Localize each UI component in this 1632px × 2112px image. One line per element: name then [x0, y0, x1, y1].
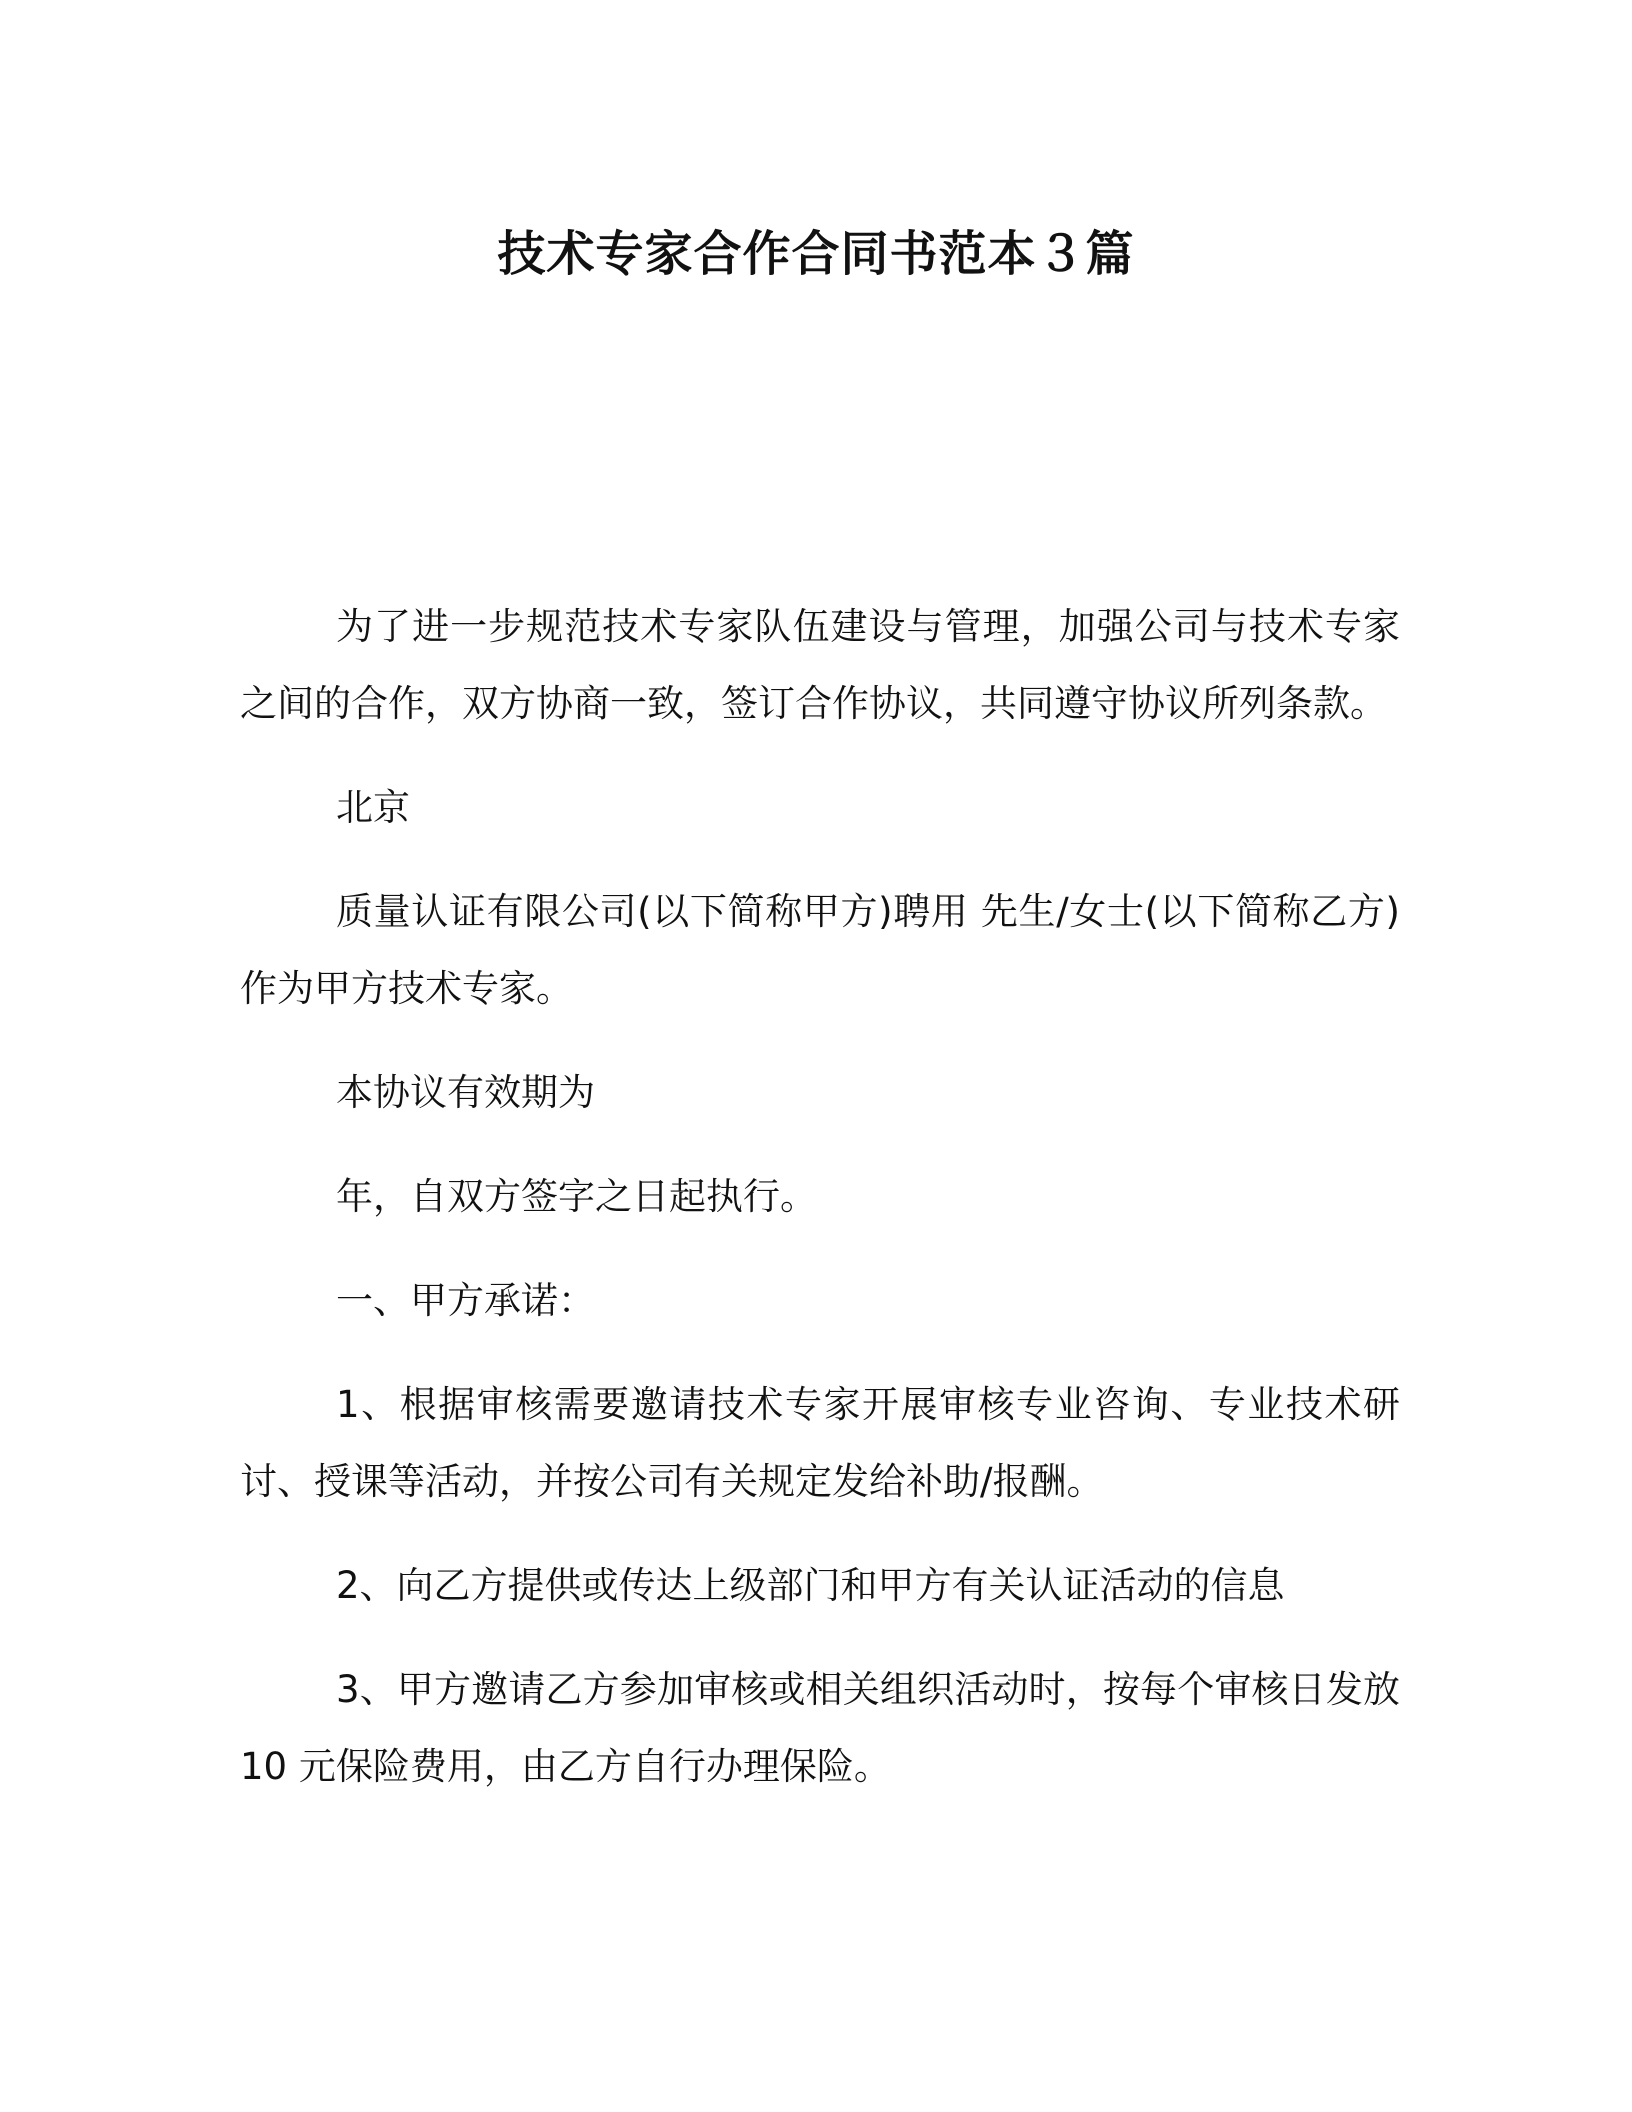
paragraph-city: 北京 — [336, 786, 410, 829]
document-title: 技术专家合作合同书范本３篇 — [497, 226, 1135, 282]
paragraph-validity: 本协议有效期为 — [336, 1071, 595, 1114]
document-body — [240, 588, 1400, 1832]
section-heading-party-a-commitments: 一、甲方承诺： — [336, 1279, 595, 1322]
paragraph-intro: 为了进一步规范技术专家队伍建设与管理，加强公司与技术专家之间的合作，双方协商一致，签订合作协议，共同遵守协议所列条款。 — [240, 605, 1400, 725]
paragraph-parties: 质量认证有限公司(以下简称甲方)聘用 先生/女士(以下简称乙方)作为甲方技术专家。 — [240, 890, 1400, 1010]
paragraph-effective-date: 年，自双方签字之日起执行。 — [336, 1175, 817, 1218]
clause-1: 1、根据审核需要邀请技术专家开展审核专业咨询、专业技术研讨、授课等活动，并按公司有关规定发给补助/报酬。 — [240, 1383, 1400, 1503]
clause-3: 3、甲方邀请乙方参加审核或相关组织活动时，按每个审核日发放 10 元保险费用，由乙方自行办理保险。 — [240, 1668, 1400, 1788]
clause-2: 2、向乙方提供或传达上级部门和甲方有关认证活动的信息 — [336, 1564, 1285, 1607]
